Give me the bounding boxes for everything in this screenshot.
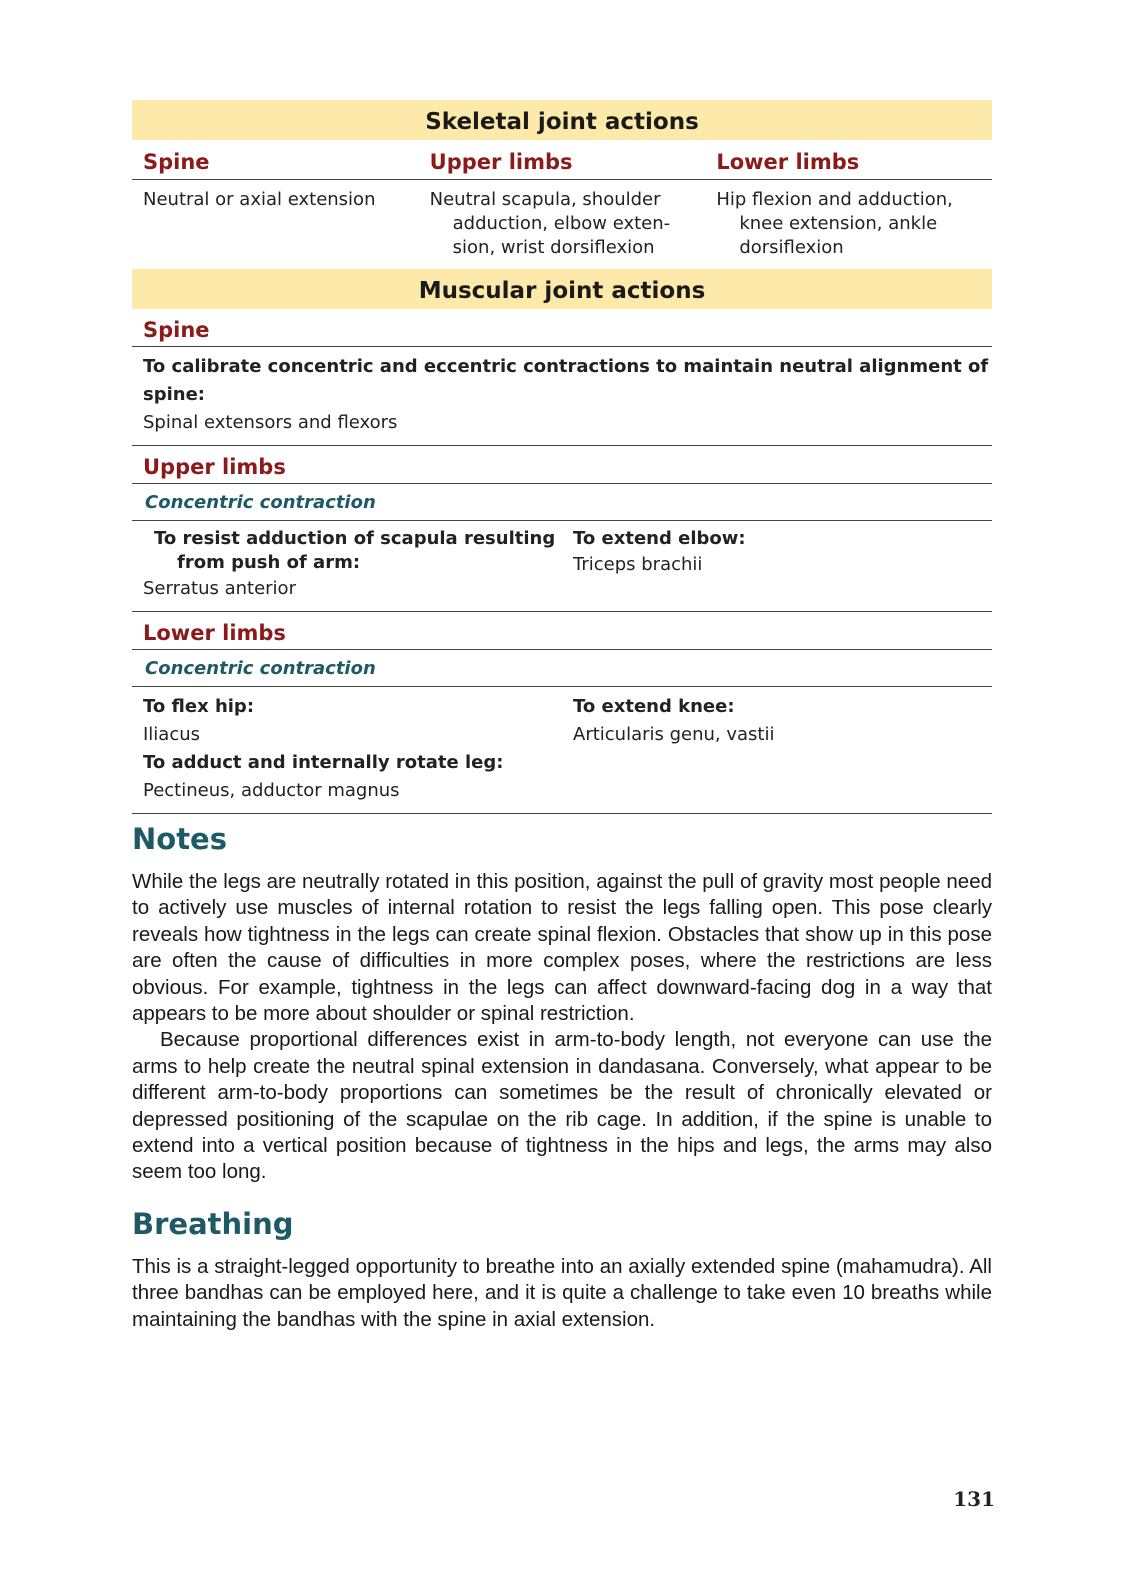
muscular-title: Muscular joint actions — [132, 269, 992, 309]
spine-block — [132, 347, 992, 446]
section-spine: Spine — [132, 309, 992, 347]
spine-muscles: Spinal extensors and flexors — [143, 412, 398, 433]
section-lower-limbs: Lower limbs — [132, 612, 992, 650]
breathing-paragraph: This is a straight-legged opportunity to breathe into an axially extended spine (mahamudra). All three bandhas can be employed here, and it is quite a challenge to take even 10 breaths while maintaining the bandhas with the spine in axial extension. — [132, 1255, 992, 1331]
cell-lower-limbs: Hip flexion and adduction, knee extension, ankle dorsiflexion — [716, 189, 953, 258]
skeletal-column-headers — [132, 140, 992, 180]
lower-left-label-2: To adduct and internally rotate leg: — [143, 752, 504, 773]
upper-subheading: Concentric contraction — [132, 484, 992, 521]
notes-heading: Notes — [132, 822, 227, 856]
page-number: 131 — [953, 1487, 995, 1511]
notes-body — [132, 869, 992, 1186]
cell-spine: Neutral or axial extension — [143, 189, 376, 210]
notes-paragraph-2: Because proportional differences exist in arm-to-body length, not everyone can use the arms to help create the neutral spinal extension in dandasana. Conversely, what appear to be different arm-to-body proportions can sometimes be the result of chronically elevated or depressed positioning of the scapulae on the rib cage. In addition, if the spine is unable to extend into a vertical position because of tightness in the hips and legs, the arms may also seem too long. — [132, 1028, 992, 1184]
upper-right-value: Triceps brachii — [573, 554, 703, 575]
lower-row — [132, 687, 992, 814]
notes-paragraph-1: While the legs are neutrally rotated in this position, against the pull of gravity most people need to actively use muscles of internal rotation to resist the legs falling open. This pose clearly reveals how tightness in the legs can create spinal flexion. Obstacles that show up in this pose are often the cause of difficulties in more complex poses, where the restrictions are less obvious. For example, tightness in the legs can affect downward-facing dog in a way that appears to be more about shoulder or spinal restriction. — [132, 870, 992, 1026]
lower-right-label: To extend knee: — [573, 696, 735, 717]
skeletal-cells — [132, 180, 992, 269]
section-upper-limbs: Upper limbs — [132, 446, 992, 484]
upper-left-value: Serratus anterior — [143, 578, 296, 599]
skeletal-title: Skeletal joint actions — [132, 100, 992, 140]
joint-actions-table — [132, 100, 992, 814]
header-upper-limbs: Upper limbs — [429, 150, 573, 174]
lower-subheading: Concentric contraction — [132, 650, 992, 687]
lower-left-value-2: Pectineus, adductor magnus — [143, 780, 400, 801]
upper-right-label: To extend elbow: — [573, 528, 746, 549]
breathing-heading: Breathing — [132, 1207, 294, 1241]
header-spine: Spine — [143, 150, 210, 174]
upper-left-label: To resist adduction of scapula resulting from push of arm: — [154, 528, 556, 573]
lower-left-label-1: To flex hip: — [143, 696, 255, 717]
lower-left-value-1: Iliacus — [143, 724, 201, 745]
lower-right-value: Articularis genu, vastii — [573, 724, 775, 745]
breathing-body — [132, 1254, 992, 1333]
upper-row — [132, 521, 992, 612]
header-lower-limbs: Lower limbs — [716, 150, 860, 174]
cell-upper-limbs: Neutral scapula, shoulder adduction, elbow exten-sion, wrist dorsiflexion — [429, 189, 671, 258]
spine-action-label: To calibrate concentric and eccentric contractions to maintain neutral alignment of spine: — [143, 356, 989, 405]
